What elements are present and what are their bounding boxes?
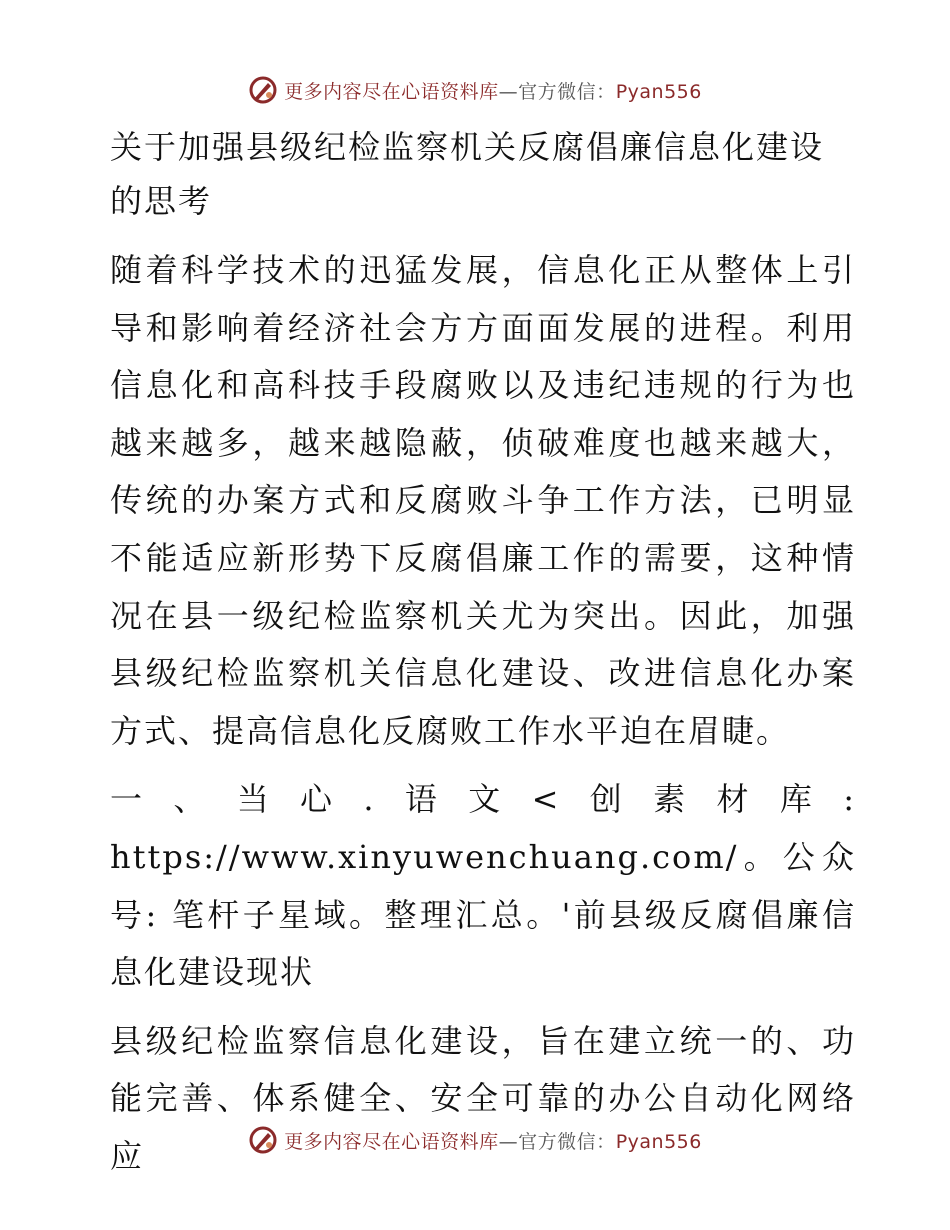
banner-official-label: 官方微信： [518, 80, 616, 103]
banner-library-name: 更多内容尽在心语资料库 [284, 80, 499, 103]
footer-watermark-banner [0, 1120, 950, 1160]
banner-dash: — [498, 1130, 519, 1153]
banner-official-label: 官方微信： [518, 1130, 616, 1153]
document-body [96, 120, 856, 1197]
paragraph-intro: 随着科学技术的迅猛发展，信息化正从整体上引导和影响着经济社会方方面面发展的进程。利用信息化和高科技手段腐败以及违纪违规的行为也越来越多，越来越隐蔽，侦破难度也越来越大，传统的办案方式和反腐败斗争工作方法，已明显不能适应新形势下反腐倡廉工作的需要，这种情况在县一级纪检监察机关尤为突出。因此，加强县级纪检监察机关信息化建设、改进信息化办案方式、提高信息化反腐败工作水平迫在眉睫。 [110, 251, 856, 750]
pen-logo-icon [248, 1125, 278, 1155]
banner-library-name: 更多内容尽在心语资料库 [284, 1130, 499, 1153]
banner-text [284, 1127, 702, 1154]
document-title: 关于加强县级纪检监察机关反腐倡廉信息化建设的思考 [110, 128, 825, 220]
pen-logo-icon [248, 75, 278, 105]
header-watermark-banner [0, 70, 950, 110]
paragraph-section-one-heading: 一、当心.语文<创素材库: https://www.xinyuwenchuang.com/。公众号: 笔杆子星域。整理汇总。'前县级反腐倡廉信息化建设现状 [110, 780, 856, 992]
banner-wechat-id: Pyan556 [615, 1130, 702, 1153]
banner-text [284, 77, 702, 104]
banner-dash: — [498, 80, 519, 103]
banner-wechat-id: Pyan556 [615, 80, 702, 103]
paragraph-section-one-body: 县级纪检监察信息化建设，旨在建立统一的、功能完善、体系健全、安全可靠的办公自动化网络应 [110, 1021, 856, 1175]
